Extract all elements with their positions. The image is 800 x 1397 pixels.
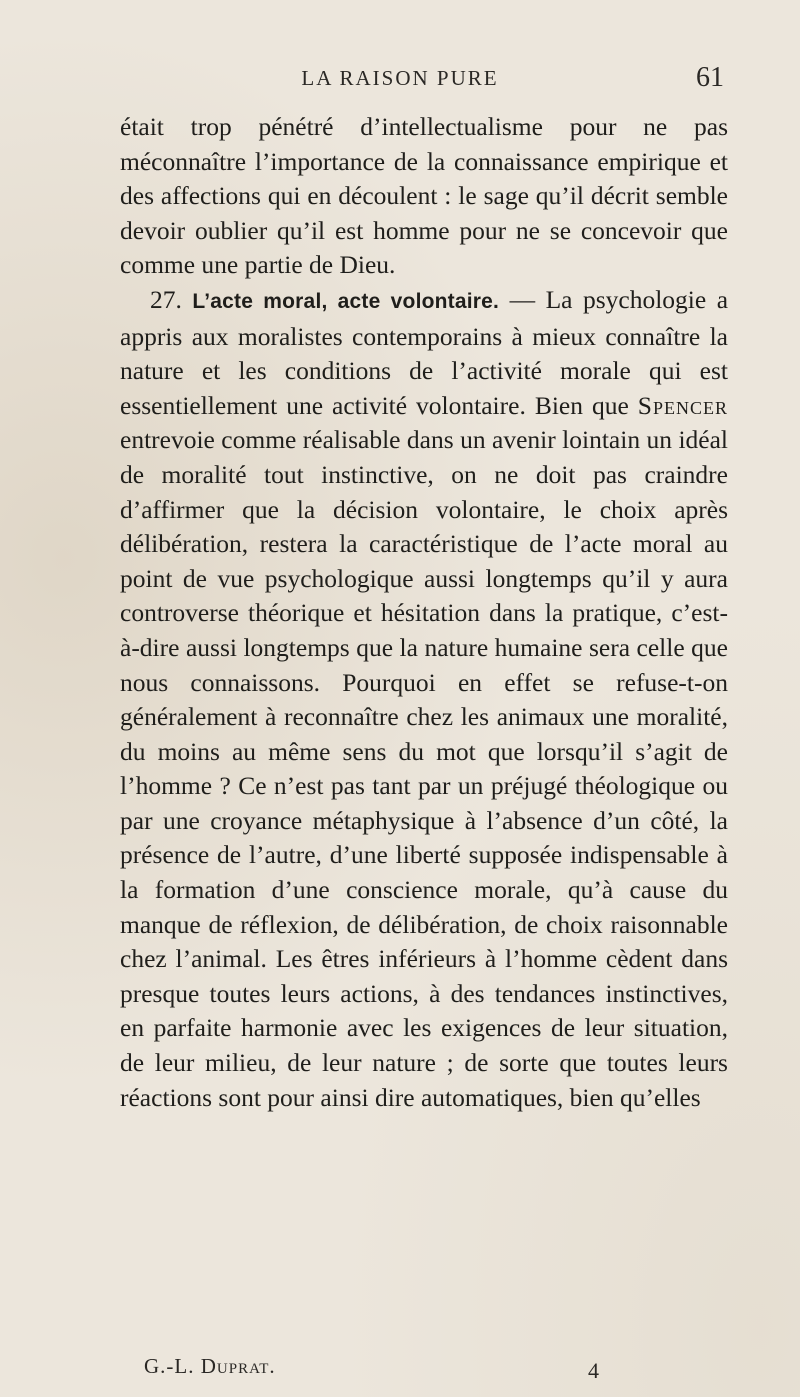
paragraph-continuation: était trop pénétré d’intellectualisme pour ne pas méconnaître l’importance de la connaissance empirique et des affections qui en découlent : le sage qu’il décrit semble devoir oublier qu’il est homme pour ne se concevoir que comme une partie de Dieu. bbox=[120, 112, 728, 280]
paragraph-text-start: La psychologie a appris aux moralistes contemporains à mieux connaître la nature et les conditions de l’activité morale qui est essentiellement une activité volontaire. Bien que bbox=[120, 284, 729, 420]
paragraph-section-27 bbox=[120, 283, 728, 1115]
section-number: 27. bbox=[150, 284, 182, 314]
section-dash: — bbox=[499, 284, 546, 314]
author-name: Spencer bbox=[637, 390, 728, 420]
page-footer bbox=[144, 1354, 744, 1384]
sheet-number: 4 bbox=[588, 1358, 599, 1383]
section-title: L’acte moral, acte volontaire. bbox=[192, 289, 500, 313]
paragraph-text-rest: entrevoie comme réalisable dans un avenir lointain un idéal de moralité tout instinctive, on ne doit pas craindre d’affirmer que la décision volontaire, le choix après délibération, restera la caractéristique de l’acte moral au point de vue psychologique aussi longtemps qu’il y aura controverse théorique et hésitation dans la pratique, c’est-à-dire aussi longtemps que la nature humaine sera celle que nous connaissons. Pourquoi en effet se refuse-t-on généralement à reconnaître chez les animaux une moralité, du moins au même sens du mot que lorsqu’il s’agit de l’homme ? Ce n’est pas tant par un préjugé théologique ou par une croyance métaphysique à l’absence d’un côté, la présence de l’autre, d’une liberté supposée indispensable à la formation d’une conscience morale, qu’à cause du manque de réflexion, de délibération, de choix raisonnable chez l’animal. Les êtres inférieurs à l’homme cèdent dans presque toutes leurs actions, à des tendances instinctives, en parfaite harmonie avec les exigences de leur situation, de leur milieu, de leur nature ; de sorte que toutes leurs réactions sont pour ainsi dire automatiques, bien qu’elles bbox=[120, 425, 728, 1112]
body-text bbox=[120, 110, 728, 1115]
running-title: LA RAISON PURE bbox=[301, 66, 499, 90]
signature-mark: G.-L. Duprat. bbox=[144, 1354, 276, 1378]
running-head bbox=[0, 62, 800, 96]
page-number: 61 bbox=[696, 62, 724, 93]
